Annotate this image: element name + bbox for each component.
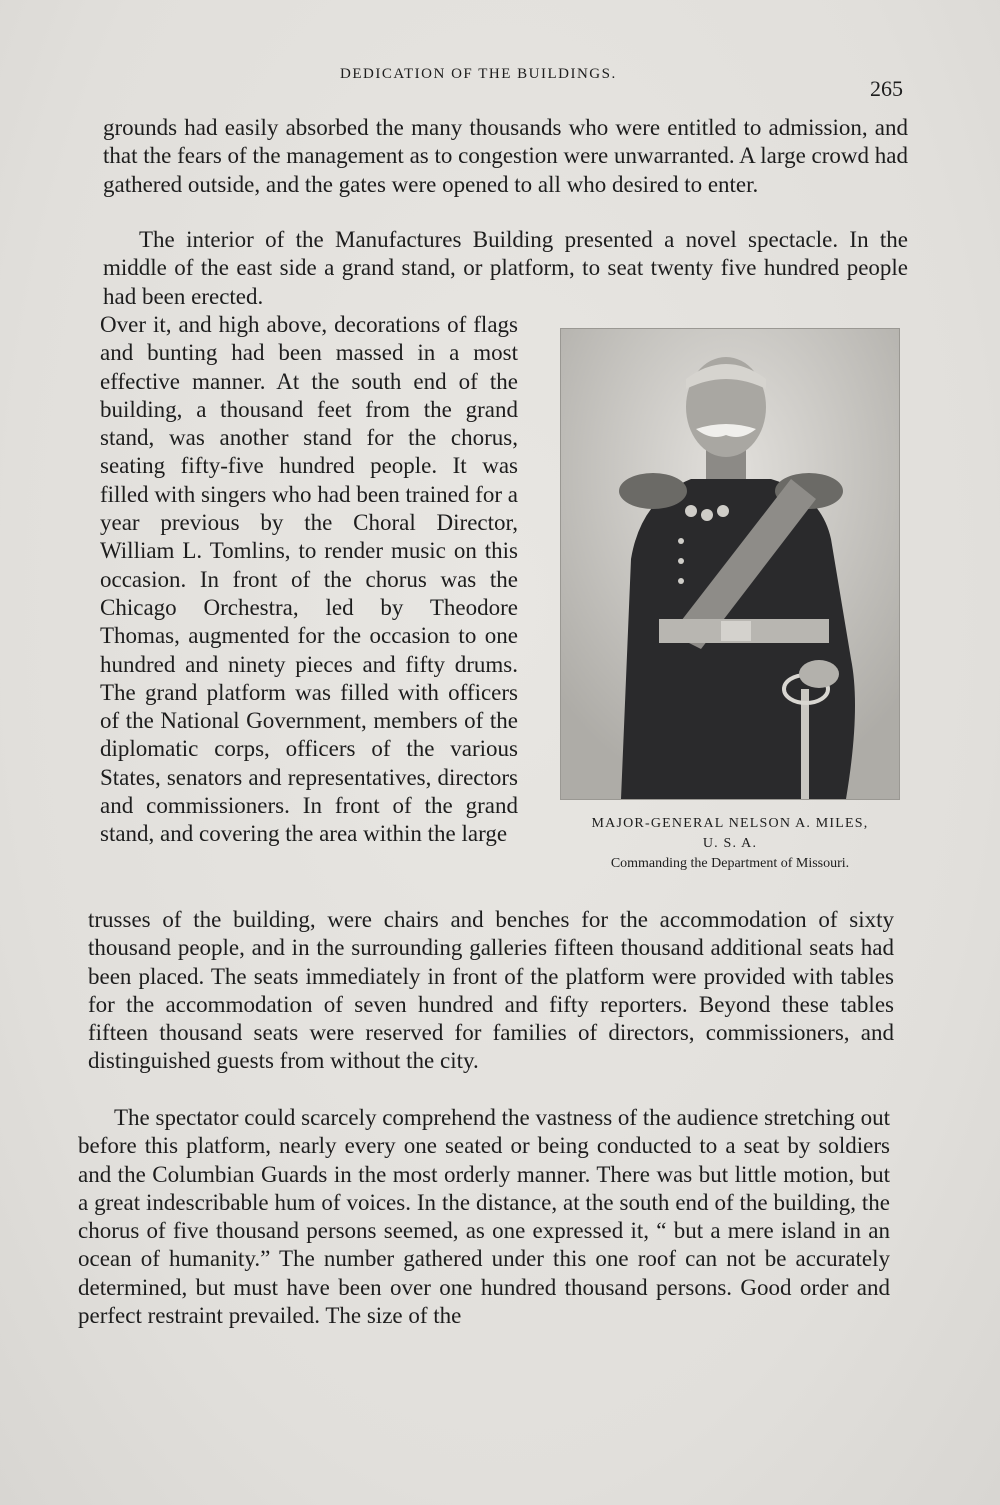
paragraph-text: trusses of the building, were chairs and benches for the accommodation of sixty thousand people, and in the surrounding galleries fifteen thousand additional seats had been placed. The seats immediately in front of the platform were provided with tables for the accommodation of seven hundred and fifty reporters. Beyond these tables fifteen thousand seats were reserved for families of directors, commissioners, and distinguished guests from without the city. xyxy=(88,907,894,1074)
portrait-figure xyxy=(560,328,900,874)
caption-name: MAJOR-GENERAL NELSON A. MILES, xyxy=(591,816,869,831)
figure-caption xyxy=(560,814,900,874)
paragraph-text: The interior of the Manufactures Building presented a novel spectacle. In the middle of the east side a grand stand, or platform, to seat twenty five hundred people had been erected. xyxy=(103,227,908,309)
paragraph-text: Over it, and high above, decorations of flags and bunting had been massed in a most effective manner. At the south end of the building, a thousand feet from the grand stand, was another stand for the chorus, seating fifty-five hundred people. It was filled with singers who had been trained for a year previous by the Choral Director, William L. Tomlins, to render music on this occasion. In front of the chorus was the Chicago Orchestra, led by Theodore Thomas, augmented for the occasion to one hundred and ninety pieces and fifty drums. The grand platform was filled with officers of the National Government, members of the diplomatic corps, officers of the various States, senators and representatives, directors and commissioners. In front of the grand stand, and covering the area within the large xyxy=(100,312,518,847)
portrait-photograph xyxy=(560,328,900,800)
caption-rank: U. S. A. xyxy=(702,836,758,851)
paragraph-wrapped-column xyxy=(100,311,518,849)
caption-description: Commanding the Department of Missouri. xyxy=(610,856,850,871)
page-number: 265 xyxy=(870,76,903,101)
paragraph-spectator xyxy=(78,1104,890,1330)
paragraph-seating xyxy=(88,906,894,1076)
running-head: DEDICATION OF THE BUILDINGS. xyxy=(340,66,617,82)
paragraph-text: The spectator could scarcely comprehend the vastness of the audience stretching out before this platform, nearly every one seated or being conducted to a seat by soldiers and the Columbian Guards in the most orderly manner. There was but little motion, but a great indescribable hum of voices. In the distance, at the south end of the building, the chorus of five thousand persons seemed, as one expressed it, “ but a mere island in an ocean of humanity.” The number gathered under this one roof can not be accurately determined, but must have been over one hundred thousand persons. Good order and perfect restraint prevailed. The size of the xyxy=(78,1105,890,1329)
portrait-illustration xyxy=(561,329,899,799)
paragraph-manufactures-building xyxy=(103,226,908,311)
paragraph-continued xyxy=(103,114,908,199)
paragraph-text: grounds had easily absorbed the many thousands who were entitled to admission, and that the fears of the management as to congestion were unwarranted. A large crowd had gathered outside, and the gates were opened to all who desired to enter. xyxy=(103,115,908,197)
